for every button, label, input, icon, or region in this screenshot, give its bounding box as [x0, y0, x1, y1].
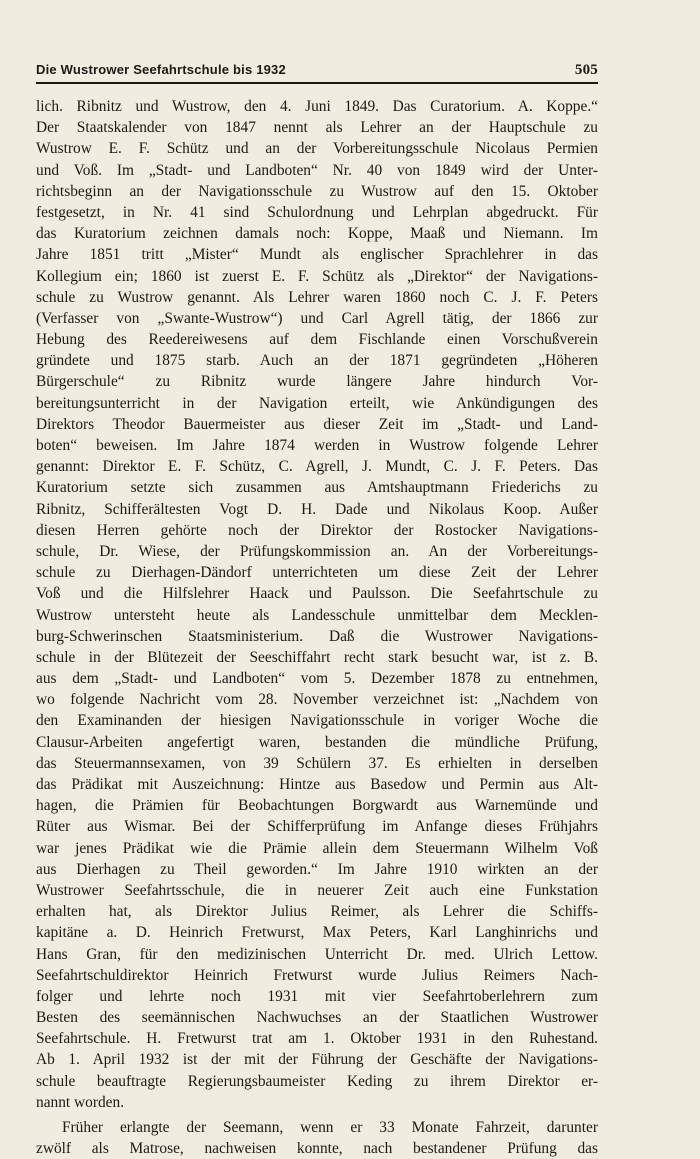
- text-line: wo folgende Nachricht vom 28. November verzeichnet ist: „Nachdem von: [36, 691, 598, 709]
- text-line: Kollegium ein; 1860 ist zuerst E. F. Schütz als „Direktor“ der Navigations-: [36, 267, 598, 285]
- page-number: 505: [574, 62, 598, 78]
- text-line: Ab 1. April 1932 ist der mit der Führung der Geschäfte der Navigations-: [36, 1051, 598, 1069]
- text-line: kapitäne a. D. Heinrich Fretwurst, Max Peters, Karl Langhinrichs und: [36, 924, 598, 942]
- text-line: aus dem „Stadt- und Landboten“ vom 5. Dezember 1878 zu entnehmen,: [36, 670, 598, 688]
- text-line: festgesetzt, in Nr. 41 sind Schulordnung und Lehrplan abgedruckt. Für: [36, 203, 598, 221]
- text-line: das Prädikat mit Auszeichnung: Hintze aus Basedow und Permin aus Alt-: [36, 776, 598, 793]
- text-line: Wustrow E. F. Schütz und an der Vorbereitungsschule Nicolaus Permien: [36, 140, 598, 158]
- text-line: hagen, die Prämien für Beobachtungen Borgwardt aus Warnemünde und: [36, 797, 598, 815]
- text-line: burg-Schwerinschen Staatsministerium. Daß die Wustrower Navigations-: [36, 627, 598, 645]
- text-line: und Voß. Im „Stadt- und Landboten“ Nr. 40 von 1849 wird der Unter-: [36, 161, 598, 179]
- text-line: Rüter aus Wismar. Bei der Schifferprüfung im Anfange dieses Frühjahrs: [36, 818, 598, 836]
- text-line: lich. Ribnitz und Wustrow, den 4. Juni 1849. Das Curatorium. A. Koppe.“: [36, 98, 598, 115]
- text-line: das Kuratorium zeichnen damals noch: Koppe, Maaß und Niemann. Im: [36, 225, 598, 243]
- text-line: Wustrower Seefahrtsschule, die in neuerer Zeit auch eine Funkstation: [36, 881, 598, 899]
- text-line: war jenes Prädikat wie die Prämie allein dem Steuermann Wilhelm Voß: [36, 839, 598, 857]
- text-line: Kuratorium setzte sich zusammen aus Amtshauptmann Friederichs zu: [36, 479, 598, 497]
- text-line: Bürgerschule“ zu Ribnitz wurde längere Jahre hindurch Vor-: [36, 373, 598, 391]
- text-line: Direktors Theodor Bauermeister aus dieser Zeit im „Stadt- und Land-: [36, 415, 598, 433]
- text-line: den Examinanden der hiesigen Navigationsschule in voriger Woche die: [36, 712, 598, 730]
- body-text: [36, 96, 598, 1159]
- text-line: schule zu Wustrow genannt. Als Lehrer waren 1860 noch C. J. F. Peters: [36, 288, 598, 306]
- text-line: erhalten hat, als Direktor Julius Reimer, als Lehrer die Schiffs-: [36, 903, 598, 921]
- text-line: (Verfasser von „Swante-Wustrow“) und Carl Agrell tätig, der 1866 zur: [36, 309, 598, 327]
- text-line: boten“ beweisen. Im Jahre 1874 werden in Wustrow folgende Lehrer: [36, 437, 598, 454]
- text-line: genannt: Direktor E. F. Schütz, C. Agrell, J. Mundt, C. J. F. Peters. Das: [36, 458, 598, 476]
- text-line: Clausur-Arbeiten angefertigt waren, bestanden die mündliche Prüfung,: [36, 733, 598, 751]
- text-line: zwölf als Matrose, nachweisen konnte, nach bestandener Prüfung das: [36, 1140, 598, 1158]
- text-line: schule beauftragte Regierungsbaumeister Keding zu ihrem Direktor er-: [36, 1072, 598, 1090]
- text-line: aus Dierhagen zu Theil geworden.“ Im Jahre 1910 wirkten an der: [36, 860, 598, 878]
- text-line: Hans Gran, für den medizinischen Unterricht Dr. med. Ulrich Lettow.: [36, 945, 598, 963]
- text-line: Wustrow untersteht heute als Landesschule unmittelbar dem Mecklen-: [36, 606, 598, 624]
- text-line: schule zu Dierhagen-Dändorf unterrichteten um diese Zeit der Lehrer: [36, 564, 598, 582]
- running-title: Die Wustrower Seefahrtschule bis 1932: [36, 62, 286, 77]
- text-line: Der Staatskalender von 1847 nennt als Lehrer an der Hauptschule zu: [36, 119, 598, 137]
- text-line: folger und lehrte noch 1931 mit vier Seefahrtoberlehrern zum: [36, 987, 598, 1005]
- text-line: schule in der Blütezeit der Seeschiffahrt recht stark besucht war, ist z. B.: [36, 648, 598, 666]
- paragraph-first-line: Früher erlangte der Seemann, wenn er 33 Monate Fahrzeit, darunter: [62, 1119, 598, 1136]
- text-line: richtsbeginn an der Navigationsschule zu Wustrow auf den 15. Oktober: [36, 182, 598, 200]
- text-line: Seefahrtschule. H. Fretwurst trat am 1. Oktober 1931 in den Ruhestand.: [36, 1030, 598, 1048]
- text-line: Jahre 1851 tritt „Mister“ Mundt als englischer Sprachlehrer in das: [36, 246, 598, 264]
- text-line: Ribnitz, Schifferältesten Vogt D. H. Dade und Nikolaus Koop. Außer: [36, 500, 598, 518]
- text-line: schule, Dr. Wiese, der Prüfungskommission an. An der Vorbereitungs-: [36, 542, 598, 560]
- text-line: Besten des seemännischen Nachwuchses an der Staatlichen Wustrower: [36, 1009, 598, 1027]
- text-line: Voß und die Hilfslehrer Haack und Paulsson. Die Seefahrtschule zu: [36, 585, 598, 603]
- text-line: gründete und 1875 starb. Auch an der 1871 gegründeten „Höheren: [36, 352, 598, 370]
- paragraph-last-line: nannt worden.: [36, 1093, 125, 1111]
- text-line: bereitungsunterricht in der Navigation erteilt, wie Ankündigungen des: [36, 394, 598, 412]
- text-line: Seefahrtschuldirektor Heinrich Fretwurst wurde Julius Reimers Nach-: [36, 966, 598, 984]
- text-line: das Steuermannsexamen, von 39 Schülern 37. Es erhielten in derselben: [36, 754, 598, 772]
- text-line: Hebung des Reedereiwesens auf dem Fischlande einen Vorschußverein: [36, 331, 598, 349]
- running-header: [36, 62, 598, 80]
- text-line: diesen Herren gehörte noch der Direktor der Rostocker Navigations-: [36, 521, 598, 539]
- header-rule: [36, 82, 598, 84]
